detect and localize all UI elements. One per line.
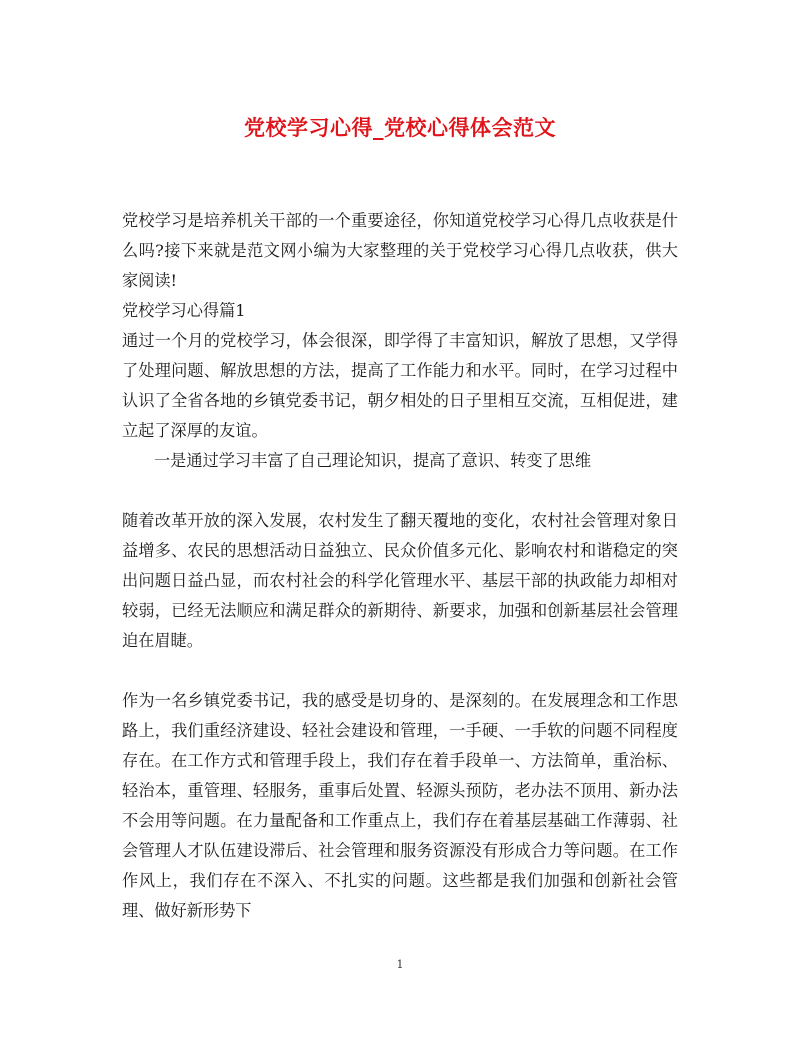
- body-paragraph-1: 通过一个月的党校学习，体会很深，即学得了丰富知识，解放了思想，又学得了处理问题、解放思想的方法，提高了工作能力和水平。同时，在学习过程中认识了全省各地的乡镇党委书记，朝夕相处的日子里相互交流，互相促进，建立起了深厚的友谊。: [122, 331, 678, 440]
- body-paragraph-2: 随着改革开放的深入发展，农村发生了翻天覆地的变化，农村社会管理对象日益增多、农民的思想活动日益独立、民众价值多元化、影响农村和谐稳定的突出问题日益凸显，而农村社会的科学化管理水平、基层干部的执政能力却相对较弱，已经无法顺应和满足群众的新期待、新要求，加强和创新基层社会管理迫在眉睫。: [122, 511, 678, 650]
- intro-paragraph: 党校学习是培养机关干部的一个重要途径，你知道党校学习心得几点收获是什么吗?接下来就是范文网小编为大家整理的关于党校学习心得几点收获，供大家阅读!: [122, 211, 678, 290]
- document-body: [122, 206, 678, 926]
- paragraph-spacer: [122, 656, 678, 686]
- document-title: 党校学习心得_党校心得体会范文: [244, 115, 556, 140]
- section-heading: 党校学习心得篇1: [122, 301, 246, 320]
- paragraph-spacer: [122, 476, 678, 506]
- page-number: 1: [396, 958, 404, 971]
- point-heading-1: 一是通过学习丰富了自己理论知识，提高了意识、转变了思维: [154, 451, 592, 470]
- body-paragraph-3: 作为一名乡镇党委书记，我的感受是切身的、是深刻的。在发展理念和工作思路上，我们重经济建设、轻社会建设和管理，一手硬、一手软的问题不同程度存在。在工作方式和管理手段上，我们存在着手段单一、方法简单，重治标、轻治本，重管理、轻服务，重事后处置、轻源头预防，老办法不顶用、新办法不会用等问题。在力量配备和工作重点上，我们存在着基层基础工作薄弱、社会管理人才队伍建设滞后、社会管理和服务资源没有形成合力等问题。在工作作风上，我们存在不深入、不扎实的问题。这些都是我们加强和创新社会管理、做好新形势下: [122, 691, 678, 920]
